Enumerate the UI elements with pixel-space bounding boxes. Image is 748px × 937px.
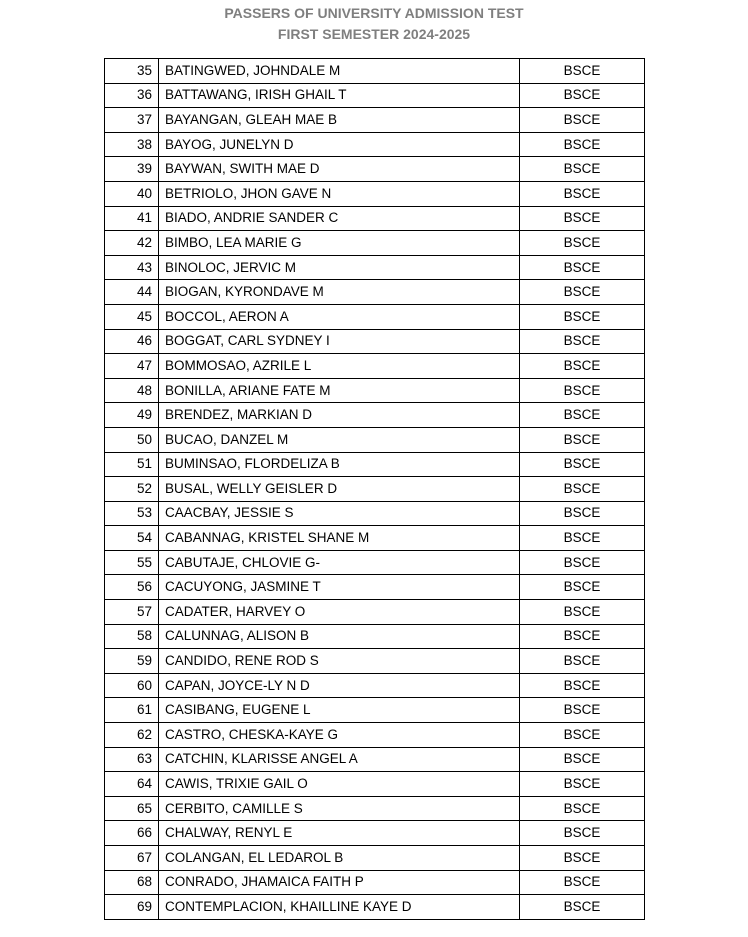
passer-name: BIOGAN, KYRONDAVE M — [159, 280, 520, 305]
table-row — [105, 231, 645, 256]
course-code: BSCE — [520, 747, 645, 772]
row-number: 52 — [105, 477, 159, 502]
table-row — [105, 157, 645, 182]
table-row — [105, 624, 645, 649]
row-number: 40 — [105, 181, 159, 206]
course-code: BSCE — [520, 600, 645, 625]
course-code: BSCE — [520, 59, 645, 84]
table-row — [105, 452, 645, 477]
course-code: BSCE — [520, 108, 645, 133]
row-number: 51 — [105, 452, 159, 477]
row-number: 36 — [105, 83, 159, 108]
table-row — [105, 673, 645, 698]
course-code: BSCE — [520, 157, 645, 182]
course-code: BSCE — [520, 772, 645, 797]
table-row — [105, 526, 645, 551]
passer-name: COLANGAN, EL LEDAROL B — [159, 846, 520, 871]
table-row — [105, 354, 645, 379]
row-number: 37 — [105, 108, 159, 133]
passer-name: BIADO, ANDRIE SANDER C — [159, 206, 520, 231]
course-code: BSCE — [520, 280, 645, 305]
course-code: BSCE — [520, 452, 645, 477]
table-row — [105, 600, 645, 625]
table-row — [105, 378, 645, 403]
table-row — [105, 870, 645, 895]
course-code: BSCE — [520, 526, 645, 551]
row-number: 67 — [105, 846, 159, 871]
passer-name: BONILLA, ARIANE FATE M — [159, 378, 520, 403]
passer-name: CAWIS, TRIXIE GAIL O — [159, 772, 520, 797]
table-row — [105, 846, 645, 871]
course-code: BSCE — [520, 501, 645, 526]
passer-name: CAPAN, JOYCE-LY N D — [159, 673, 520, 698]
passer-name: CONRADO, JHAMAICA FAITH P — [159, 870, 520, 895]
table-row — [105, 649, 645, 674]
table-row — [105, 796, 645, 821]
row-number: 66 — [105, 821, 159, 846]
course-code: BSCE — [520, 673, 645, 698]
passer-name: BOCCOL, AERON A — [159, 304, 520, 329]
course-code: BSCE — [520, 895, 645, 920]
passer-name: CADATER, HARVEY O — [159, 600, 520, 625]
table-row — [105, 59, 645, 84]
course-code: BSCE — [520, 575, 645, 600]
passer-name: CASTRO, CHESKA-KAYE G — [159, 723, 520, 748]
passer-name: CANDIDO, RENE ROD S — [159, 649, 520, 674]
table-row — [105, 280, 645, 305]
row-number: 63 — [105, 747, 159, 772]
row-number: 64 — [105, 772, 159, 797]
row-number: 54 — [105, 526, 159, 551]
row-number: 47 — [105, 354, 159, 379]
passer-name: BAYOG, JUNELYN D — [159, 132, 520, 157]
table-row — [105, 821, 645, 846]
course-code: BSCE — [520, 206, 645, 231]
course-code: BSCE — [520, 550, 645, 575]
row-number: 55 — [105, 550, 159, 575]
row-number: 56 — [105, 575, 159, 600]
course-code: BSCE — [520, 181, 645, 206]
passer-name: BIMBO, LEA MARIE G — [159, 231, 520, 256]
row-number: 49 — [105, 403, 159, 428]
passer-name: CHALWAY, RENYL E — [159, 821, 520, 846]
passer-name: BATTAWANG, IRISH GHAIL T — [159, 83, 520, 108]
row-number: 58 — [105, 624, 159, 649]
table-row — [105, 550, 645, 575]
row-number: 41 — [105, 206, 159, 231]
course-code: BSCE — [520, 698, 645, 723]
row-number: 42 — [105, 231, 159, 256]
table-row — [105, 501, 645, 526]
table-row — [105, 698, 645, 723]
course-code: BSCE — [520, 83, 645, 108]
passers-table-body — [105, 59, 645, 920]
row-number: 68 — [105, 870, 159, 895]
row-number: 60 — [105, 673, 159, 698]
passer-name: CERBITO, CAMILLE S — [159, 796, 520, 821]
row-number: 38 — [105, 132, 159, 157]
course-code: BSCE — [520, 304, 645, 329]
course-code: BSCE — [520, 329, 645, 354]
table-row — [105, 206, 645, 231]
passer-name: BAYWAN, SWITH MAE D — [159, 157, 520, 182]
passer-name: BAYANGAN, GLEAH MAE B — [159, 108, 520, 133]
row-number: 44 — [105, 280, 159, 305]
course-code: BSCE — [520, 255, 645, 280]
row-number: 69 — [105, 895, 159, 920]
row-number: 53 — [105, 501, 159, 526]
course-code: BSCE — [520, 649, 645, 674]
course-code: BSCE — [520, 870, 645, 895]
course-code: BSCE — [520, 846, 645, 871]
row-number: 65 — [105, 796, 159, 821]
course-code: BSCE — [520, 427, 645, 452]
course-code: BSCE — [520, 354, 645, 379]
row-number: 50 — [105, 427, 159, 452]
passer-name: CABUTAJE, CHLOVIE G- — [159, 550, 520, 575]
table-row — [105, 427, 645, 452]
passer-name: BATINGWED, JOHNDALE M — [159, 59, 520, 84]
passer-name: BUCAO, DANZEL M — [159, 427, 520, 452]
course-code: BSCE — [520, 403, 645, 428]
row-number: 35 — [105, 59, 159, 84]
passer-name: CONTEMPLACION, KHAILLINE KAYE D — [159, 895, 520, 920]
row-number: 43 — [105, 255, 159, 280]
course-code: BSCE — [520, 231, 645, 256]
table-row — [105, 895, 645, 920]
row-number: 45 — [105, 304, 159, 329]
passer-name: CABANNAG, KRISTEL SHANE M — [159, 526, 520, 551]
course-code: BSCE — [520, 723, 645, 748]
row-number: 46 — [105, 329, 159, 354]
course-code: BSCE — [520, 132, 645, 157]
passer-name: CATCHIN, KLARISSE ANGEL A — [159, 747, 520, 772]
row-number: 57 — [105, 600, 159, 625]
row-number: 39 — [105, 157, 159, 182]
passer-name: CACUYONG, JASMINE T — [159, 575, 520, 600]
course-code: BSCE — [520, 821, 645, 846]
table-row — [105, 772, 645, 797]
row-number: 48 — [105, 378, 159, 403]
passer-name: BOGGAT, CARL SYDNEY I — [159, 329, 520, 354]
table-row — [105, 477, 645, 502]
passer-name: BUMINSAO, FLORDELIZA B — [159, 452, 520, 477]
passer-name: BUSAL, WELLY GEISLER D — [159, 477, 520, 502]
passers-table — [104, 58, 645, 920]
table-row — [105, 83, 645, 108]
passer-name: BOMMOSAO, AZRILE L — [159, 354, 520, 379]
table-row — [105, 747, 645, 772]
table-row — [105, 132, 645, 157]
passer-name: CAACBAY, JESSIE S — [159, 501, 520, 526]
course-code: BSCE — [520, 378, 645, 403]
table-row — [105, 575, 645, 600]
table-row — [105, 723, 645, 748]
table-row — [105, 304, 645, 329]
row-number: 62 — [105, 723, 159, 748]
table-row — [105, 403, 645, 428]
table-row — [105, 255, 645, 280]
passer-name: BRENDEZ, MARKIAN D — [159, 403, 520, 428]
course-code: BSCE — [520, 796, 645, 821]
table-row — [105, 181, 645, 206]
passer-name: BETRIOLO, JHON GAVE N — [159, 181, 520, 206]
document-subtitle: FIRST SEMESTER 2024-2025 — [277, 26, 471, 42]
row-number: 59 — [105, 649, 159, 674]
document-title: PASSERS OF UNIVERSITY ADMISSION TEST — [224, 5, 524, 21]
passer-name: CASIBANG, EUGENE L — [159, 698, 520, 723]
row-number: 61 — [105, 698, 159, 723]
table-row — [105, 329, 645, 354]
course-code: BSCE — [520, 477, 645, 502]
table-row — [105, 108, 645, 133]
passer-name: BINOLOC, JERVIC M — [159, 255, 520, 280]
course-code: BSCE — [520, 624, 645, 649]
passer-name: CALUNNAG, ALISON B — [159, 624, 520, 649]
